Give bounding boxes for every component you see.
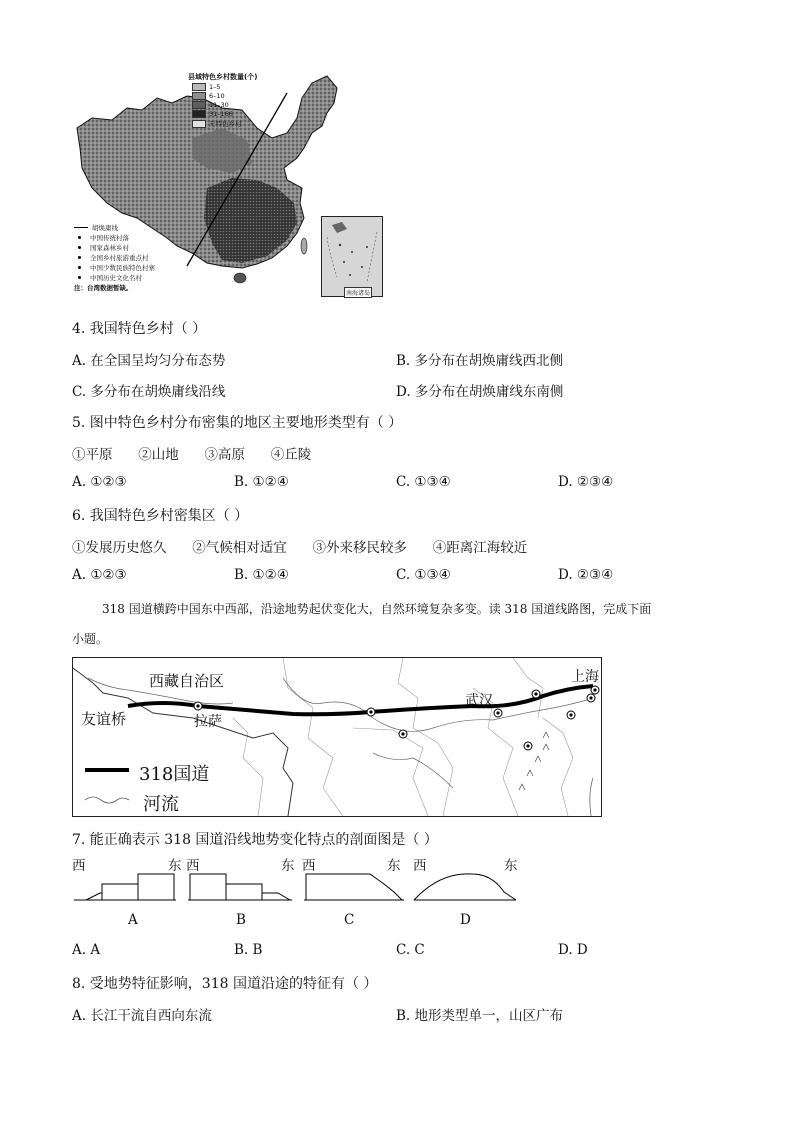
label-shanghai: 上海 [571, 669, 599, 685]
profile-a [74, 874, 176, 900]
profile-diagrams [72, 854, 532, 934]
map1-symbol-item [74, 233, 155, 242]
legend-label: 6–10 [209, 92, 225, 100]
dot-symbol-icon [78, 276, 81, 279]
q6-stem: 6. 我国特色乡村密集区（ ） [72, 508, 249, 524]
map1-symbol-item [74, 223, 155, 232]
mountain-symbols [519, 732, 549, 790]
inset-label: 南海诸岛 [344, 287, 372, 298]
map1-legend [188, 72, 257, 129]
map1-legend-item [192, 119, 257, 128]
legend-swatch [192, 92, 206, 100]
profile-c [304, 874, 404, 900]
profile-c-east: 东 [387, 858, 401, 874]
q4-option-a[interactable]: A. 在全国呈均匀分布态势 [72, 353, 226, 369]
map1-symbol-item [74, 253, 155, 262]
profile-c-west: 西 [302, 858, 316, 874]
q4-option-b[interactable]: B. 多分布在胡焕庸线西北侧 [396, 353, 564, 369]
profile-label-d: D [460, 912, 471, 928]
dot-symbol-icon [78, 266, 81, 269]
q6-option-d[interactable]: D. ②③④ [558, 567, 614, 583]
profile-shapes [72, 872, 532, 904]
map1-legend-item [192, 110, 257, 118]
symbol-label: 中国历史文化名村 [90, 274, 142, 282]
legend-river-label: 河流 [143, 794, 179, 815]
map1-legend-item [192, 83, 257, 91]
inset-graphic [322, 217, 382, 287]
map1-legend-item [192, 101, 257, 109]
q5-option-c[interactable]: C. ①③④ [396, 474, 451, 490]
q6-option-c[interactable]: C. ①③④ [396, 567, 451, 583]
profile-label-c: C [344, 912, 355, 928]
q7-option-a[interactable]: A. A [72, 942, 101, 958]
q7-option-d[interactable]: D. D [558, 942, 588, 958]
symbol-label: 胡焕庸线 [92, 224, 118, 232]
label-wuhan: 武汉 [465, 693, 493, 709]
legend-swatch [192, 101, 206, 109]
map1-legend-list [188, 83, 257, 128]
profile-a-east: 东 [168, 858, 182, 874]
map1-symbol-legend [74, 222, 155, 292]
label-youyi-bridge: 友谊桥 [81, 710, 127, 728]
q7-option-c[interactable]: C. C [396, 942, 425, 958]
dot-symbol-icon [78, 236, 81, 239]
legend-label: 1–5 [209, 83, 221, 91]
map1-symbol-item [74, 263, 155, 272]
q5-stem: 5. 图中特色乡村分布密集的地区主要地形类型有（ ） [72, 415, 403, 431]
line-symbol-icon [74, 227, 88, 228]
south-china-sea-inset [321, 216, 383, 297]
dot-symbol-icon [78, 246, 81, 249]
legend-swatch [192, 83, 206, 91]
profile-b-east: 东 [281, 858, 295, 874]
symbol-label: 中国少数民族特色村寨 [90, 264, 155, 272]
label-tibet: 西藏自治区 [149, 672, 225, 690]
symbol-label: 国家森林乡村 [90, 244, 129, 252]
q5-option-b[interactable]: B. ①②④ [234, 474, 289, 490]
dot-symbol-icon [78, 256, 81, 259]
q6-option-a[interactable]: A. ①②③ [72, 567, 127, 583]
q6-items: ①发展历史悠久 ②气候相对适宜 ③外来移民较多 ④距离江海较近 [72, 540, 528, 556]
map1-legend-item [192, 92, 257, 100]
legend-road-label: 318国道 [139, 764, 210, 785]
map1-symbol-list [74, 223, 155, 282]
q8-stem: 8. 受地势特征影响，318 国道沿途的特征有（ ） [72, 976, 378, 992]
legend-label: 11–30 [209, 101, 229, 109]
symbol-label: 全国乡村旅游重点村 [90, 254, 149, 262]
q5-option-a[interactable]: A. ①②③ [72, 474, 127, 490]
intro-line-1: 318 国道横跨中国东中西部，沿途地势起伏变化大，自然环境复杂多变。读 318 国道线路图，完成下面 [102, 602, 652, 616]
profile-a-west: 西 [72, 858, 86, 874]
q4-stem: 4. 我国特色乡村（ ） [72, 321, 207, 337]
intro-line-2: 小题。 [72, 632, 109, 646]
profile-b-west: 西 [186, 858, 200, 874]
map1-note: 注：台湾数据暂缺。 [74, 284, 133, 292]
route-318-map [72, 657, 602, 817]
legend-swatch [192, 110, 206, 118]
legend-label: 无特色乡村 [209, 120, 242, 128]
q4-option-c[interactable]: C. 多分布在胡焕庸线沿线 [72, 384, 226, 400]
profile-b [188, 874, 292, 900]
legend-swatch [192, 120, 206, 128]
profile-d [414, 874, 516, 900]
q8-option-a[interactable]: A. 长江干流自西向东流 [72, 1008, 212, 1024]
q7-option-b[interactable]: B. B [234, 942, 263, 958]
q7-stem: 7. 能正确表示 318 国道沿线地势变化特点的剖面图是（ ） [72, 832, 438, 848]
legend-label: 31–166 [209, 110, 233, 118]
q8-option-b[interactable]: B. 地形类型单一，山区广布 [396, 1008, 564, 1024]
q5-items: ①平原 ②山地 ③高原 ④丘陵 [72, 447, 312, 463]
map1-symbol-item [74, 243, 155, 252]
q6-option-b[interactable]: B. ①②④ [234, 567, 289, 583]
label-lhasa: 拉萨 [194, 714, 222, 730]
profile-d-east: 东 [504, 858, 518, 874]
map1-legend-title: 县域特色乡村数量(个) [188, 73, 258, 81]
symbol-label: 中国传统村落 [90, 234, 129, 242]
map1-symbol-item [74, 273, 155, 282]
q5-option-d[interactable]: D. ②③④ [558, 474, 614, 490]
profile-d-west: 西 [413, 858, 427, 874]
q4-option-d[interactable]: D. 多分布在胡焕庸线东南侧 [396, 384, 564, 400]
profile-label-a: A [128, 912, 138, 928]
profile-label-b: B [236, 912, 246, 928]
